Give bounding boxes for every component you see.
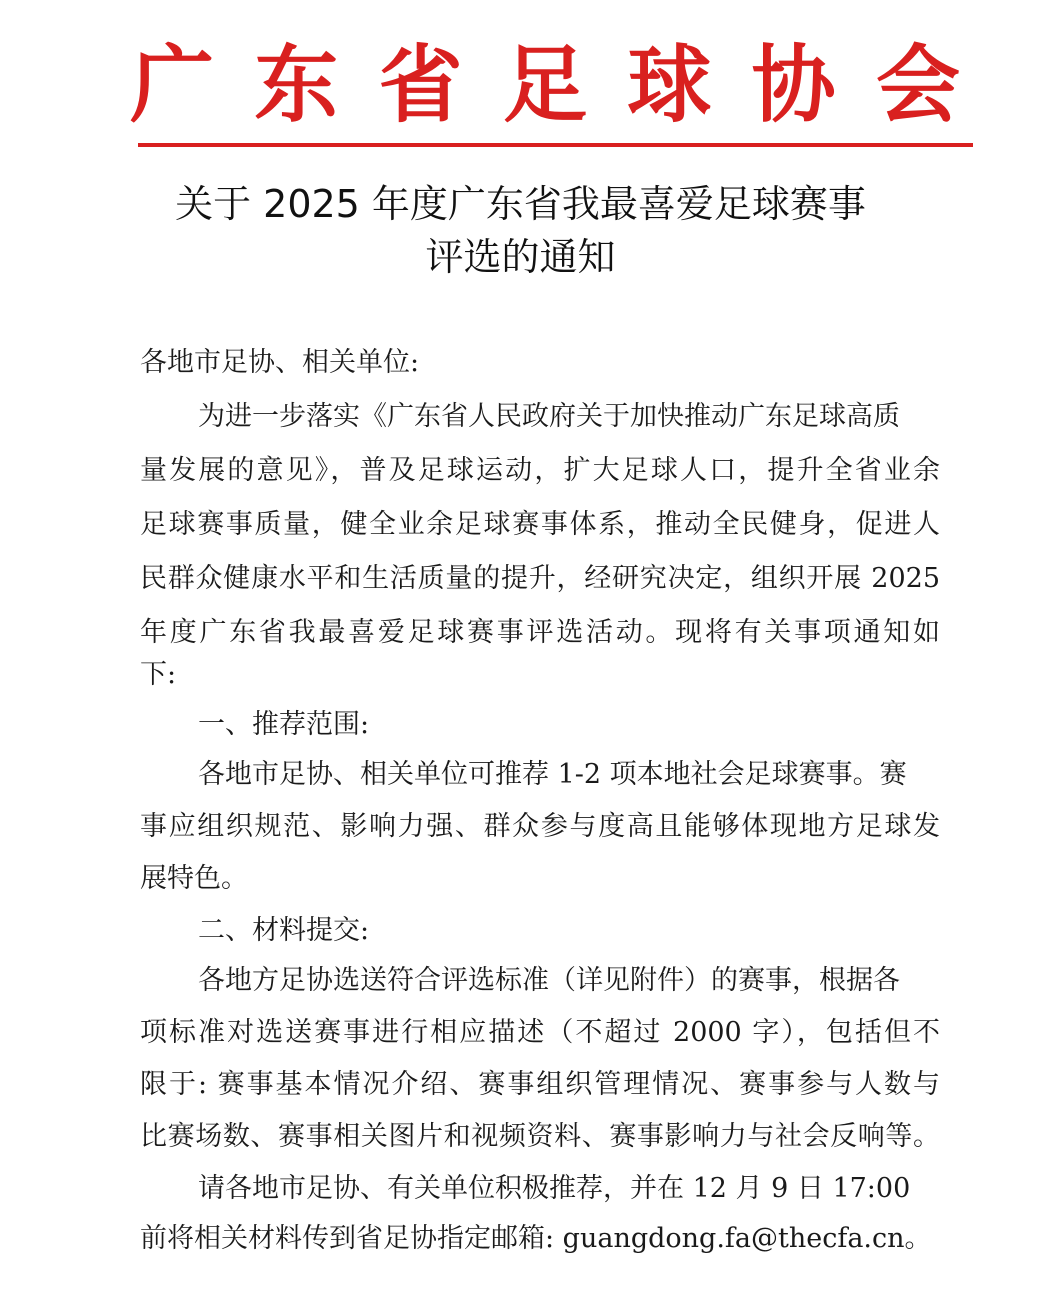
paragraph-line: 项标准对选送赛事进行相应描述（不超过 2000 字），包括但不: [140, 1017, 940, 1048]
paragraph-line: 请各地市足协、有关单位积极推荐，并在 12 月 9 日 17:00: [198, 1173, 911, 1204]
masthead-char: 省: [378, 35, 463, 134]
masthead-char: 协: [751, 35, 836, 134]
masthead-divider: [138, 143, 973, 147]
notice-title-line-2: 评选的通知: [425, 235, 616, 279]
section-heading-recommend-scope: 一、推荐范围:: [198, 709, 370, 740]
paragraph-line-email: 前将相关材料传到省足协指定邮箱: guangdong.fa@thecfa.cn。: [140, 1223, 932, 1254]
salutation: 各地市足协、相关单位:: [140, 347, 420, 378]
paragraph-line: 量发展的意见》，普及足球运动，扩大足球人口，提升全省业余: [140, 455, 940, 486]
paragraph-line: 限于: 赛事基本情况介绍、赛事组织管理情况、赛事参与人数与: [140, 1069, 940, 1100]
paragraph-line: 各地方足协选送符合评选标准（详见附件）的赛事，根据各: [198, 965, 900, 996]
section-heading-material-submission: 二、材料提交:: [198, 915, 370, 946]
paragraph-line: 年度广东省我最喜爱足球赛事评选活动。现将有关事项通知如: [140, 617, 940, 648]
masthead-char: 足: [502, 35, 587, 134]
paragraph-line: 民群众健康水平和生活质量的提升，经研究决定，组织开展 2025: [140, 563, 940, 594]
notice-title-line-1: 关于 2025 年度广东省我最喜爱足球赛事: [175, 182, 866, 226]
masthead-char: 东: [254, 35, 339, 134]
masthead: [130, 35, 960, 134]
paragraph-line: 为进一步落实《广东省人民政府关于加快推动广东足球高质: [198, 401, 900, 432]
paragraph-line: 下:: [140, 659, 177, 690]
masthead-char: 会: [875, 35, 960, 134]
masthead-char: 广: [130, 35, 215, 134]
paragraph-line: 比赛场数、赛事相关图片和视频资料、赛事影响力与社会反响等。: [140, 1121, 940, 1152]
paragraph-line: 展特色。: [140, 863, 248, 894]
paragraph-line: 事应组织规范、影响力强、群众参与度高且能够体现地方足球发: [140, 811, 940, 842]
masthead-char: 球: [627, 35, 712, 134]
paragraph-line: 各地市足协、相关单位可推荐 1-2 项本地社会足球赛事。赛: [198, 759, 907, 790]
paragraph-line: 足球赛事质量，健全业余足球赛事体系，推动全民健身，促进人: [140, 509, 940, 540]
